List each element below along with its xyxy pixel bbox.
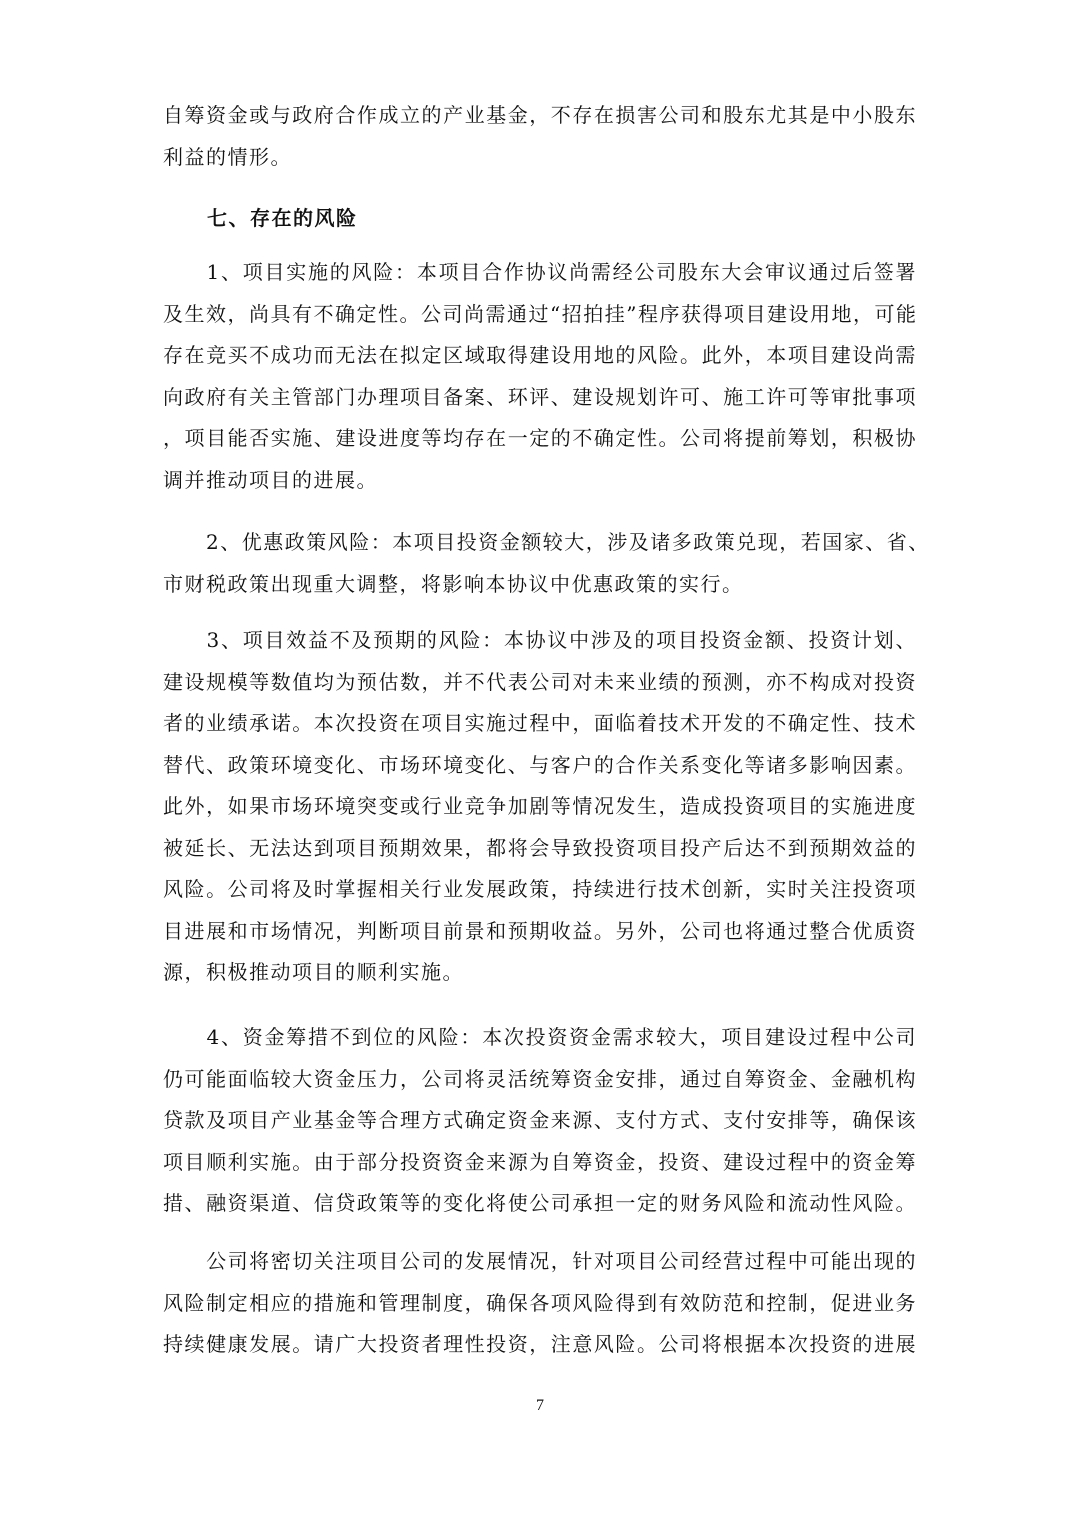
paragraph-continuation [163,95,917,178]
text-line: 替代、政策环境变化、市场环境变化、与客户的合作关系变化等诸多影响因素。 [163,752,917,777]
text-line: 向政府有关主管部门办理项目备案、环评、建设规划许可、施工许可等审批事项 [163,384,917,409]
text-line: 2、优惠政策风险：本项目投资金额较大，涉及诸多政策兑现，若国家、省、 [163,530,930,554]
text-line: 市财税政策出现重大调整，将影响本协议中优惠政策的实行。 [163,571,744,596]
paragraph-funding-risk [163,1017,917,1225]
text-line: 利益的情形。 [163,144,292,169]
text-line: 贷款及项目产业基金等合理方式确定资金来源、支付方式、支付安排等，确保该 [163,1108,917,1132]
section-heading: 七、存在的风险 [207,206,358,230]
text-line: 仍可能面临较大资金压力，公司将灵活统筹资金安排，通过自筹资金、金融机构 [163,1066,917,1091]
text-line: 自筹资金或与政府合作成立的产业基金，不存在损害公司和股东尤其是中小股东 [163,103,917,127]
text-line: 项目顺利实施。由于部分投资资金来源为自筹资金，投资、建设过程中的资金筹 [163,1149,917,1174]
text-line: 风险制定相应的措施和管理制度，确保各项风险得到有效防范和控制，促进业务 [163,1290,917,1315]
text-line: 存在竞买不成功而无法在拟定区域取得建设用地的风险。此外，本项目建设尚需 [163,343,917,367]
text-line: 建设规模等数值均为预估数，并不代表公司对未来业绩的预测，亦不构成对投资 [163,669,917,694]
text-line: 公司将密切关注项目公司的发展情况，针对项目公司经营过程中可能出现的 [163,1249,917,1273]
text-line: 3、项目效益不及预期的风险：本协议中涉及的项目投资金额、投资计划、 [163,628,917,652]
text-line: ，项目能否实施、建设进度等均存在一定的不确定性。公司将提前筹划，积极协 [163,426,917,450]
text-line: 1、项目实施的风险：本项目合作协议尚需经公司股东大会审议通过后签署 [163,260,917,284]
paragraph-closing [163,1241,917,1366]
text-line: 持续健康发展。请广大投资者理性投资，注意风险。公司将根据本次投资的进展 [163,1332,917,1356]
paragraph-benefit-risk [163,620,917,994]
text-line: 风险。公司将及时掌握相关行业发展政策，持续进行技术创新，实时关注投资项 [163,877,917,901]
text-line: 被延长、无法达到项目预期效果，都将会导致投资项目投产后达不到预期效益的 [163,835,917,860]
page-number: 7 [536,1397,544,1414]
text-line: 调并推动项目的进展。 [163,467,378,492]
text-line: 此外，如果市场环境突变或行业竞争加剧等情况发生，造成投资项目的实施进度 [163,794,917,818]
paragraph-implementation-risk [163,252,917,501]
text-line: 者的业绩承诺。本次投资在项目实施过程中，面临着技术开发的不确定性、技术 [163,711,917,735]
text-line: 措、融资渠道、信贷政策等的变化将使公司承担一定的财务风险和流动性风险。 [163,1191,917,1215]
text-line: 源，积极推动项目的顺利实施。 [163,960,464,984]
paragraph-policy-risk [163,522,930,605]
text-line: 及生效，尚具有不确定性。公司尚需通过“招拍挂”程序获得项目建设用地，可能 [163,301,918,326]
text-line: 4、资金筹措不到位的风险：本次投资资金需求较大，项目建设过程中公司 [163,1025,917,1049]
text-line: 目进展和市场情况，判断项目前景和预期收益。另外，公司也将通过整合优质资 [163,918,917,943]
